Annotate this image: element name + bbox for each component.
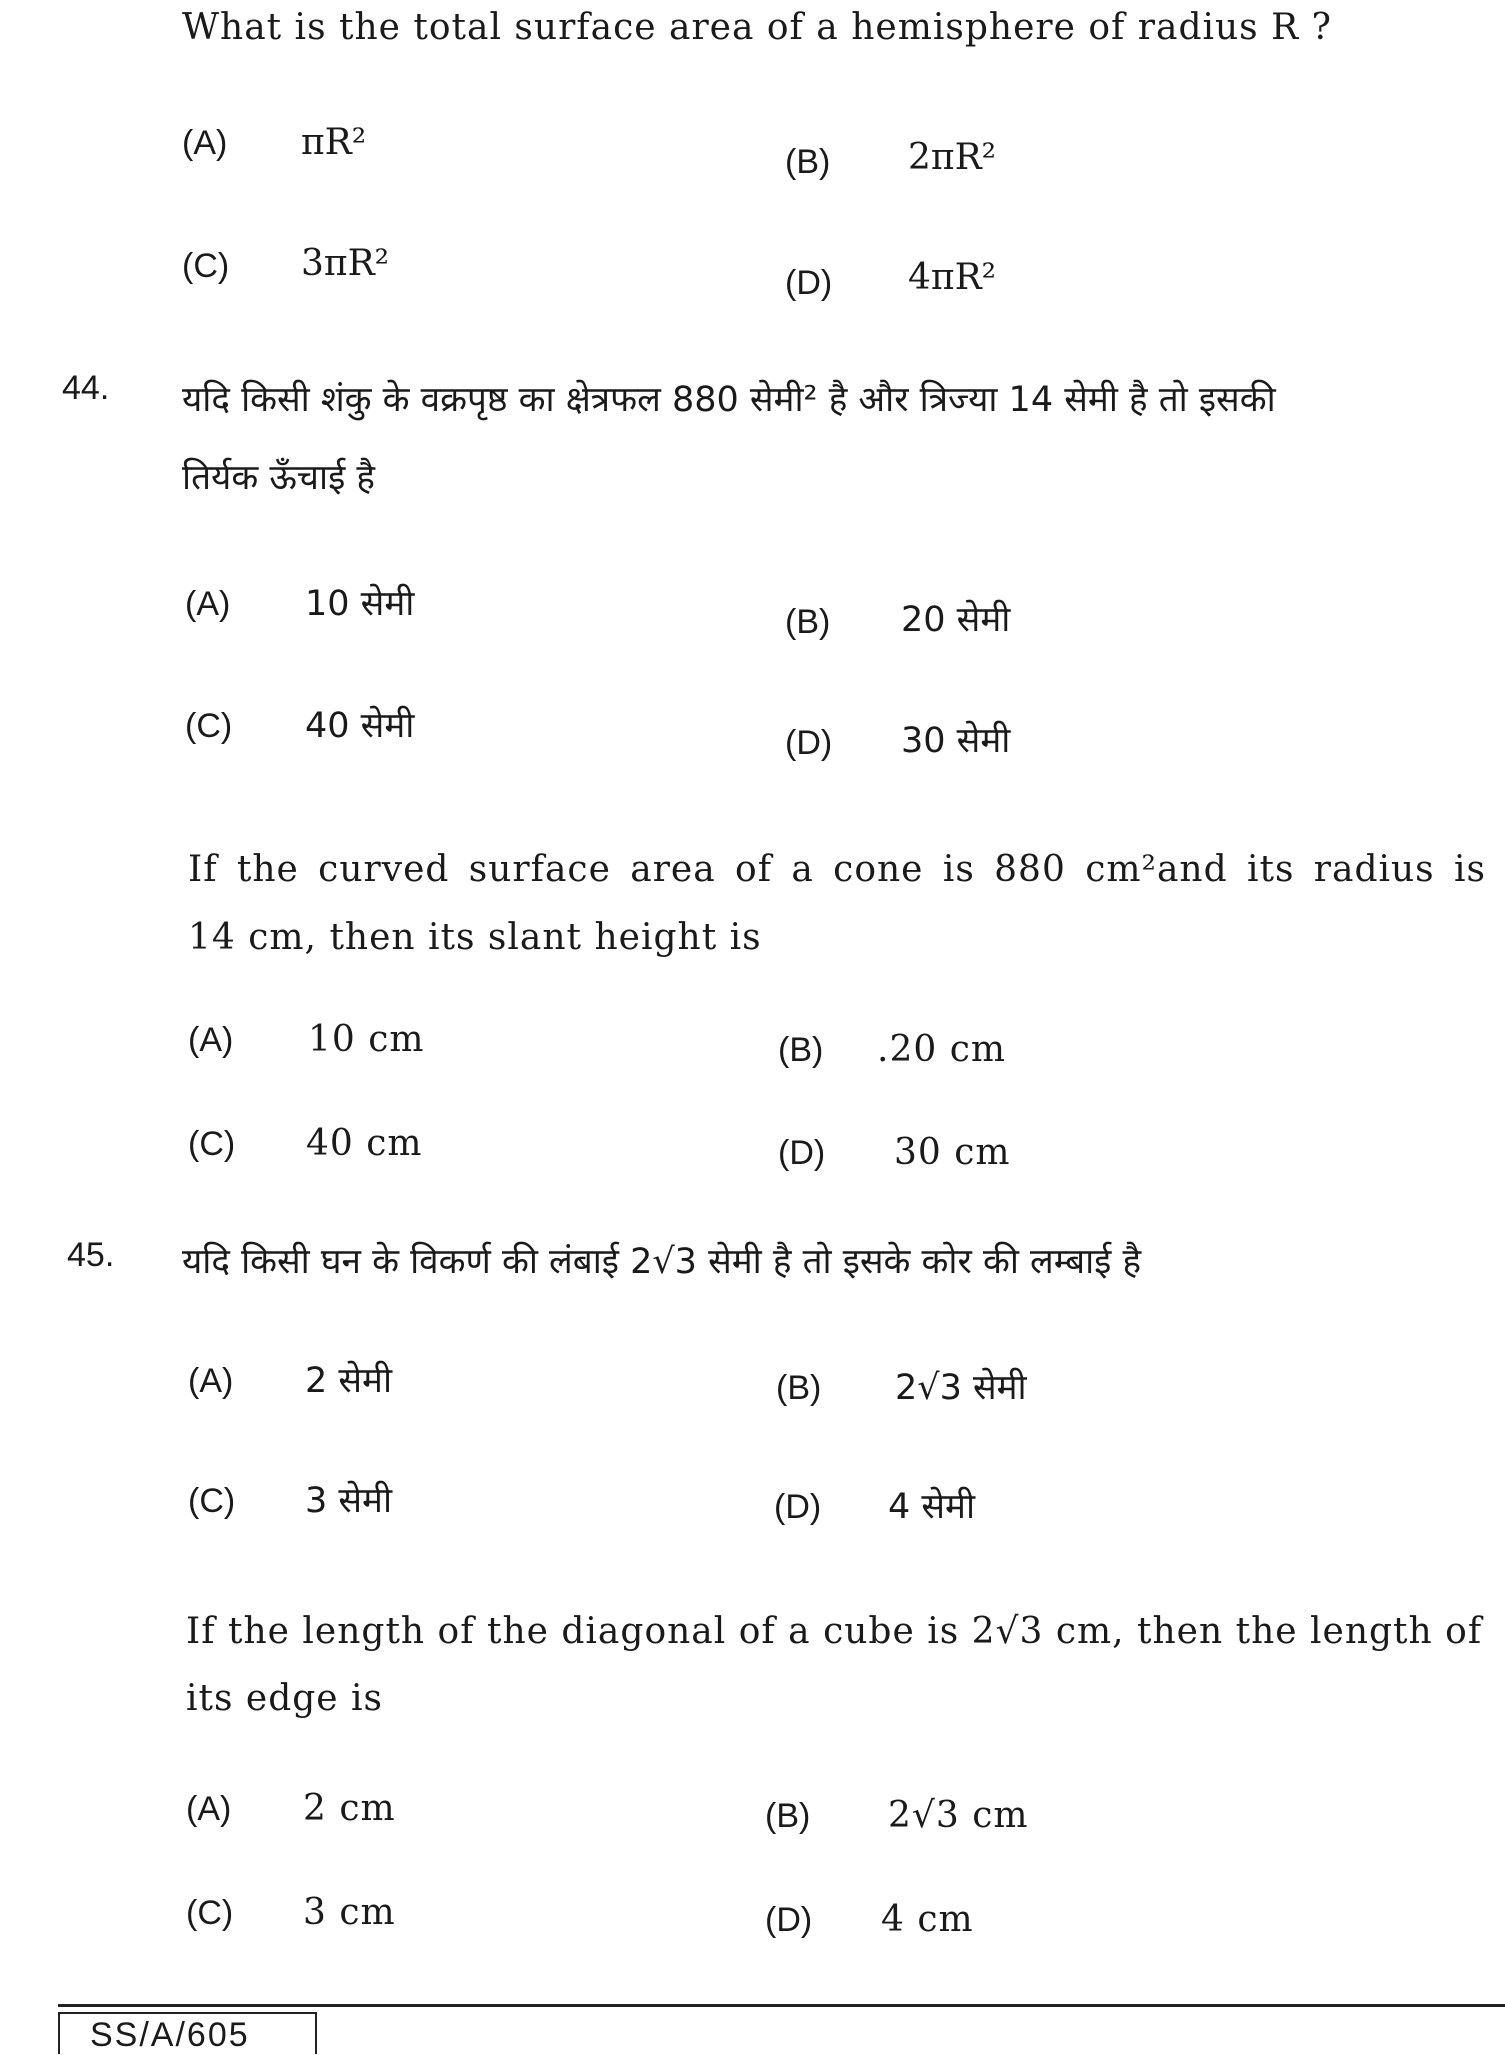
option-c-value: 3πR² — [301, 243, 390, 284]
option-a-label: (A) — [188, 1021, 234, 1059]
option-b-value: 20 सेमी — [901, 600, 1011, 640]
option-a-label: (A) — [182, 124, 228, 162]
option-d-value: 4 सेमी — [888, 1487, 976, 1527]
option-a-value: 2 सेमी — [305, 1361, 393, 1401]
option-b-value: 2πR² — [908, 137, 997, 178]
option-a-label: (A) — [186, 1790, 232, 1828]
option-a-value: 10 cm — [308, 1019, 425, 1060]
option-d-value: 30 cm — [894, 1132, 1011, 1173]
question-text-english-line2: its edge is — [186, 1678, 384, 1719]
option-c-value: 40 cm — [306, 1123, 423, 1164]
option-c-label: (C) — [188, 1482, 236, 1520]
question-text-hindi: यदि किसी घन के विकर्ण की लंबाई 2√3 सेमी है तो इसके कोर की लम्बाई है — [182, 1242, 1142, 1282]
option-d-label: (D) — [785, 264, 833, 302]
option-a-label: (A) — [188, 1362, 234, 1400]
option-d-label: (D) — [765, 1901, 813, 1939]
option-d-label: (D) — [785, 724, 833, 762]
option-c-label: (C) — [186, 1894, 234, 1932]
question-text: What is the total surface area of a hemisphere of radius R ? — [182, 7, 1332, 48]
option-a-label: (A) — [185, 585, 231, 623]
option-d-value: 4πR² — [908, 257, 997, 298]
option-b-label: (B) — [765, 1797, 811, 1835]
option-c-value: 3 सेमी — [305, 1481, 393, 1521]
question-text-english-line1: If the curved surface area of a cone is 880 cm²and its radius is — [188, 849, 1486, 890]
question-text-english-line2: 14 cm, then its slant height is — [188, 917, 762, 958]
question-text-english-line1: If the length of the diagonal of a cube is 2√3 cm, then the length of — [186, 1611, 1483, 1652]
option-d-value: 30 सेमी — [901, 721, 1011, 761]
option-d-label: (D) — [778, 1134, 826, 1172]
option-b-label: (B) — [785, 143, 831, 181]
question-text-hindi-line1: यदि किसी शंकु के वक्रपृष्ठ का क्षेत्रफल 880 सेमी² है और त्रिज्या 14 सेमी है तो इसकी — [182, 380, 1276, 420]
option-d-label: (D) — [774, 1488, 822, 1526]
footer-code-box — [58, 2012, 317, 2054]
footer-code: SS/A/605 — [90, 2016, 250, 2054]
option-b-value: 2√3 सेमी — [895, 1368, 1027, 1408]
option-d-value: 4 cm — [881, 1899, 974, 1940]
option-a-value: 2 cm — [303, 1788, 396, 1829]
option-b-label: (B) — [776, 1369, 822, 1407]
option-c-label: (C) — [182, 247, 230, 285]
option-a-value: 10 सेमी — [305, 584, 415, 624]
option-b-value: 2√3 cm — [888, 1795, 1029, 1836]
option-c-label: (C) — [188, 1125, 236, 1163]
question-text-hindi-line2: तिर्यक ऊँचाई है — [182, 458, 375, 498]
option-c-value: 40 सेमी — [305, 706, 415, 746]
question-number: 44. — [62, 369, 110, 407]
footer-divider — [58, 2004, 1505, 2007]
option-b-label: (B) — [778, 1031, 824, 1069]
option-c-label: (C) — [185, 707, 233, 745]
option-b-value: .20 cm — [877, 1029, 1006, 1070]
option-b-label: (B) — [785, 603, 831, 641]
option-a-value: πR² — [301, 122, 367, 163]
option-c-value: 3 cm — [303, 1892, 396, 1933]
question-number: 45. — [67, 1236, 115, 1274]
